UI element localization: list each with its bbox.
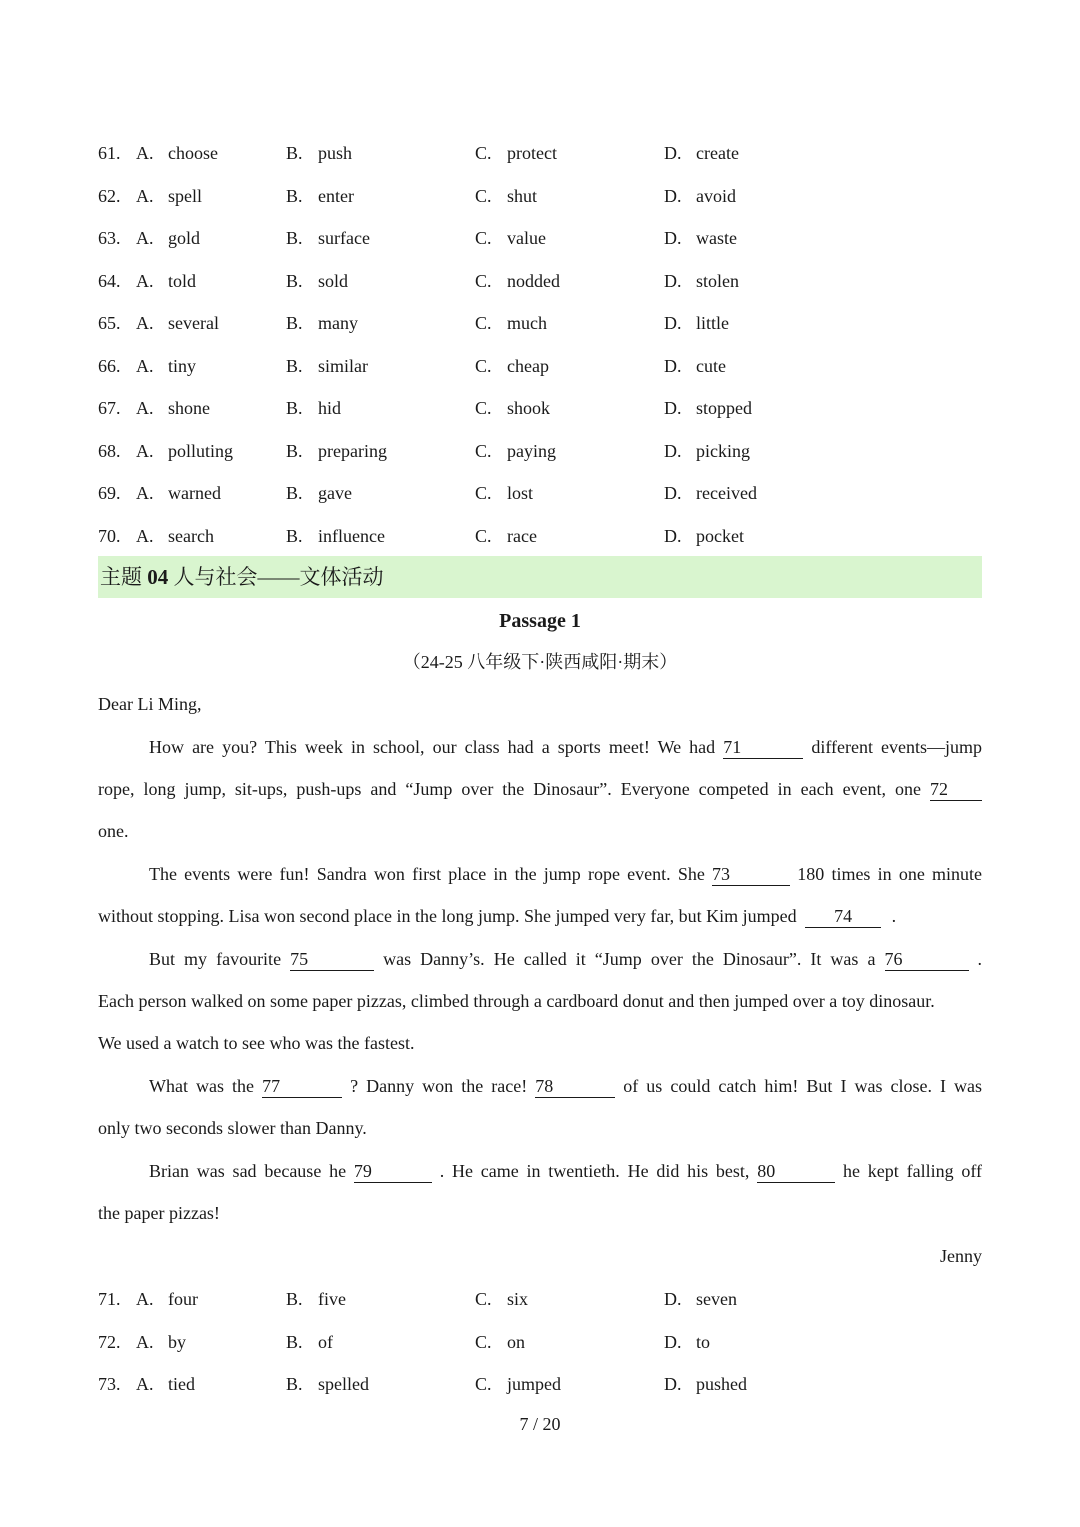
option-text: value: [507, 228, 546, 248]
option-letter: C.: [475, 313, 492, 333]
question-row: [98, 436, 978, 466]
option-c[interactable]: [475, 181, 537, 211]
option-text: shut: [507, 185, 538, 206]
blank-77[interactable]: 77: [262, 1075, 342, 1098]
option-letter: A.: [136, 440, 154, 461]
blank-72[interactable]: 72: [930, 778, 982, 801]
option-letter: A.: [136, 355, 154, 376]
option-a[interactable]: [136, 521, 214, 551]
option-d[interactable]: [664, 436, 750, 466]
option-letter: B.: [286, 398, 303, 418]
option-text: tiny: [168, 355, 197, 376]
option-b[interactable]: [286, 266, 348, 296]
blank-79[interactable]: 79: [354, 1160, 432, 1183]
option-letter: B.: [286, 313, 303, 333]
text: The events were fun! Sandra won first place in the jump rope event. She: [149, 864, 705, 884]
text: was Danny’s. He called it “Jump over the Dinosaur”. It was a: [383, 949, 876, 969]
question-number: 71.: [98, 1289, 121, 1309]
option-d[interactable]: [664, 478, 757, 508]
question-row: [98, 181, 978, 211]
option-text: several: [168, 313, 219, 333]
blank-75[interactable]: 75: [290, 948, 374, 971]
option-letter: A.: [136, 313, 154, 333]
option-text: choose: [168, 143, 218, 163]
paragraph-4-line-1: [149, 1071, 982, 1101]
paragraph-4-line-2: only two seconds slower than Danny.: [98, 1118, 367, 1138]
option-text: search: [168, 525, 214, 546]
option-letter: C.: [475, 1374, 492, 1394]
option-text: gave: [318, 483, 352, 503]
option-letter: B.: [286, 1374, 303, 1394]
option-letter: A.: [136, 1331, 154, 1352]
paragraph-1-line-2: [98, 774, 982, 804]
option-b[interactable]: [286, 351, 368, 381]
option-text: stolen: [696, 270, 739, 291]
option-b[interactable]: [286, 308, 358, 338]
option-c[interactable]: [475, 1327, 525, 1357]
text: . He came in twentieth. He did his best,: [439, 1161, 750, 1181]
paragraph-2-line-2: [98, 901, 982, 931]
option-text: avoid: [696, 185, 736, 206]
passage-title: Passage 1: [499, 610, 581, 632]
option-a[interactable]: [136, 223, 200, 253]
blank-76[interactable]: 76: [885, 948, 969, 971]
option-text: stopped: [696, 398, 752, 418]
option-a[interactable]: [136, 1327, 186, 1357]
option-letter: D.: [664, 1374, 682, 1394]
option-text: jumped: [507, 1374, 561, 1394]
option-a[interactable]: [136, 478, 221, 508]
option-text: shook: [507, 398, 551, 418]
option-text: protect: [507, 143, 557, 163]
option-d[interactable]: [664, 138, 739, 168]
option-letter: B.: [286, 1331, 303, 1352]
option-letter: B.: [286, 483, 303, 503]
blank-80[interactable]: 80: [757, 1160, 835, 1183]
option-text: waste: [696, 228, 737, 248]
paragraph-5-line-1: [149, 1156, 982, 1186]
page-number: 7 / 20: [519, 1414, 561, 1434]
question-row: [98, 138, 978, 168]
option-b[interactable]: [286, 223, 370, 253]
blank-73[interactable]: 73: [712, 863, 790, 886]
option-b[interactable]: [286, 181, 354, 211]
option-letter: D.: [664, 185, 682, 206]
option-letter: A.: [136, 398, 154, 418]
option-text: shone: [168, 398, 210, 418]
option-text: gold: [168, 228, 201, 248]
option-text: lost: [507, 483, 534, 503]
text: 180 times in one minute: [797, 864, 983, 884]
option-b[interactable]: [286, 1284, 346, 1314]
option-letter: A.: [136, 1374, 154, 1394]
option-text: surface: [318, 228, 370, 248]
option-text: four: [168, 1289, 198, 1309]
option-letter: B.: [286, 440, 303, 461]
option-a[interactable]: [136, 393, 210, 423]
letter-signature: Jenny: [940, 1246, 982, 1266]
question-number: 70.: [98, 525, 121, 546]
option-a[interactable]: [136, 1284, 198, 1314]
text: But my favourite: [149, 949, 282, 969]
option-letter: C.: [475, 143, 492, 163]
blank-78[interactable]: 78: [535, 1075, 615, 1098]
option-a[interactable]: [136, 181, 202, 211]
question-number: 64.: [98, 270, 121, 291]
question-row: [98, 223, 978, 253]
option-text: many: [318, 313, 358, 333]
text: different events—jump: [811, 737, 983, 757]
option-text: picking: [696, 440, 750, 461]
question-number: 69.: [98, 483, 121, 503]
option-text: push: [318, 143, 353, 163]
option-text: sold: [318, 270, 349, 291]
option-a[interactable]: [136, 308, 219, 338]
text: .: [891, 906, 897, 926]
option-text: similar: [318, 355, 368, 376]
option-text: to: [696, 1331, 711, 1352]
question-number: 63.: [98, 228, 121, 248]
option-letter: B.: [286, 143, 303, 163]
option-d[interactable]: [664, 393, 752, 423]
option-letter: C.: [475, 483, 492, 503]
question-number: 72.: [98, 1331, 121, 1352]
option-letter: D.: [664, 1331, 682, 1352]
option-d[interactable]: [664, 181, 736, 211]
option-text: much: [507, 313, 547, 333]
option-text: seven: [696, 1289, 737, 1309]
option-c[interactable]: [475, 1284, 528, 1314]
option-c[interactable]: [475, 266, 560, 296]
option-text: on: [507, 1331, 525, 1352]
option-text: hid: [318, 398, 342, 418]
option-text: preparing: [318, 440, 387, 461]
option-letter: D.: [664, 270, 682, 291]
question-number: 73.: [98, 1374, 121, 1394]
text: How are you? This week in school, our class had a sports meet! We had: [149, 737, 716, 757]
option-text: told: [168, 270, 197, 291]
option-d[interactable]: [664, 1327, 710, 1357]
blank-74[interactable]: 74: [805, 905, 881, 928]
option-letter: B.: [286, 355, 303, 376]
option-letter: C.: [475, 1331, 492, 1352]
option-letter: B.: [286, 228, 303, 248]
question-number: 66.: [98, 355, 121, 376]
question-row: [98, 521, 978, 551]
option-letter: D.: [664, 440, 682, 461]
option-text: create: [696, 143, 739, 163]
question-row: [98, 1327, 978, 1357]
option-letter: D.: [664, 398, 682, 418]
option-c[interactable]: [475, 393, 550, 423]
option-text: little: [696, 313, 729, 333]
question-row: [98, 393, 978, 423]
option-letter: D.: [664, 355, 682, 376]
option-a[interactable]: [136, 138, 218, 168]
text: without stopping. Lisa won second place in the long jump. She jumped very far, but Kim jumped: [98, 906, 797, 926]
option-b[interactable]: [286, 138, 352, 168]
option-c[interactable]: [475, 436, 556, 466]
option-letter: A.: [136, 185, 154, 206]
option-text: influence: [318, 525, 385, 546]
topic-number: 04: [147, 565, 169, 589]
option-b[interactable]: [286, 521, 385, 551]
option-a[interactable]: [136, 1369, 195, 1399]
text: rope, long jump, sit-ups, push-ups and “Jump over the Dinosaur”. Everyone competed in each event, one: [98, 779, 922, 799]
topic-header: [98, 556, 982, 598]
question-row: [98, 351, 978, 381]
topic-title: 人与社会——文体活动: [173, 565, 384, 589]
passage-source: （24-25 八年级下·陕西咸阳·期末）: [402, 652, 678, 672]
paragraph-1-line-3: one.: [98, 821, 129, 841]
option-c[interactable]: [475, 138, 557, 168]
option-letter: D.: [664, 313, 682, 333]
option-letter: D.: [664, 525, 682, 546]
question-number: 65.: [98, 313, 121, 333]
option-b[interactable]: [286, 393, 341, 423]
question-row: [98, 1284, 978, 1314]
option-text: warned: [168, 483, 221, 503]
option-d[interactable]: [664, 521, 744, 551]
option-text: race: [507, 525, 537, 546]
option-letter: C.: [475, 228, 492, 248]
option-d[interactable]: [664, 266, 739, 296]
letter-greeting: Dear Li Ming,: [98, 694, 202, 714]
option-text: cute: [696, 355, 726, 376]
paragraph-1-line-1: [149, 732, 982, 762]
option-text: by: [168, 1331, 186, 1352]
option-text: pocket: [696, 525, 744, 546]
option-d[interactable]: [664, 223, 737, 253]
option-b[interactable]: [286, 1369, 369, 1399]
option-letter: A.: [136, 228, 154, 248]
question-number: 62.: [98, 185, 121, 206]
option-letter: A.: [136, 483, 154, 503]
option-letter: B.: [286, 270, 303, 291]
option-d[interactable]: [664, 351, 726, 381]
option-letter: C.: [475, 355, 492, 376]
option-letter: A.: [136, 1289, 154, 1309]
option-c[interactable]: [475, 478, 533, 508]
option-letter: B.: [286, 1289, 303, 1309]
option-c[interactable]: [475, 351, 549, 381]
question-number: 61.: [98, 143, 121, 163]
option-text: paying: [507, 440, 556, 461]
option-text: received: [696, 483, 757, 503]
option-letter: D.: [664, 228, 682, 248]
option-b[interactable]: [286, 1327, 333, 1357]
option-letter: A.: [136, 270, 154, 291]
option-text: pushed: [696, 1374, 747, 1394]
option-text: nodded: [507, 270, 560, 291]
option-text: five: [318, 1289, 346, 1309]
option-letter: C.: [475, 270, 492, 291]
option-letter: D.: [664, 483, 682, 503]
option-letter: D.: [664, 1289, 682, 1309]
text: Brian was sad because he: [149, 1161, 347, 1181]
option-letter: C.: [475, 440, 492, 461]
question-number: 67.: [98, 398, 121, 418]
option-a[interactable]: [136, 266, 196, 296]
option-a[interactable]: [136, 436, 233, 466]
option-letter: A.: [136, 143, 154, 163]
option-c[interactable]: [475, 521, 537, 551]
paragraph-2-line-1: [149, 859, 982, 889]
option-c[interactable]: [475, 1369, 561, 1399]
paragraph-3-line-2: Each person walked on some paper pizzas, climbed through a cardboard donut and then jumped over a toy dinosaur.: [98, 991, 935, 1011]
option-text: polluting: [168, 440, 234, 461]
option-letter: C.: [475, 1289, 492, 1309]
option-c[interactable]: [475, 308, 547, 338]
option-a[interactable]: [136, 351, 196, 381]
option-letter: B.: [286, 185, 303, 206]
option-d[interactable]: [664, 308, 729, 338]
question-row: [98, 266, 978, 296]
option-d[interactable]: [664, 1284, 737, 1314]
option-d[interactable]: [664, 1369, 747, 1399]
paragraph-5-line-2: the paper pizzas!: [98, 1203, 220, 1223]
blank-71[interactable]: 71: [723, 736, 803, 759]
option-b[interactable]: [286, 478, 352, 508]
text: of us could catch him! But I was close. I was: [623, 1076, 983, 1096]
paragraph-3-line-3: We used a watch to see who was the fastest.: [98, 1033, 415, 1053]
text: .: [977, 949, 983, 969]
option-b[interactable]: [286, 436, 387, 466]
text: he kept falling off: [843, 1161, 983, 1181]
option-letter: C.: [475, 398, 492, 418]
question-number: 68.: [98, 440, 121, 461]
question-row: [98, 1369, 978, 1399]
option-text: six: [507, 1289, 529, 1309]
question-row: [98, 308, 978, 338]
paragraph-3-line-1: [149, 944, 982, 974]
option-letter: A.: [136, 525, 154, 546]
topic-prefix: 主题: [100, 565, 142, 589]
text: ? Danny won the race!: [350, 1076, 528, 1096]
option-text: of: [318, 1331, 333, 1352]
option-text: cheap: [507, 355, 549, 376]
option-text: spell: [168, 185, 202, 206]
option-letter: D.: [664, 143, 682, 163]
option-letter: C.: [475, 185, 492, 206]
option-text: tied: [168, 1374, 195, 1394]
option-letter: B.: [286, 525, 303, 546]
text: What was the: [149, 1076, 255, 1096]
option-text: spelled: [318, 1374, 369, 1394]
question-row: [98, 478, 978, 508]
option-letter: C.: [475, 525, 492, 546]
option-text: enter: [318, 185, 354, 206]
option-c[interactable]: [475, 223, 546, 253]
